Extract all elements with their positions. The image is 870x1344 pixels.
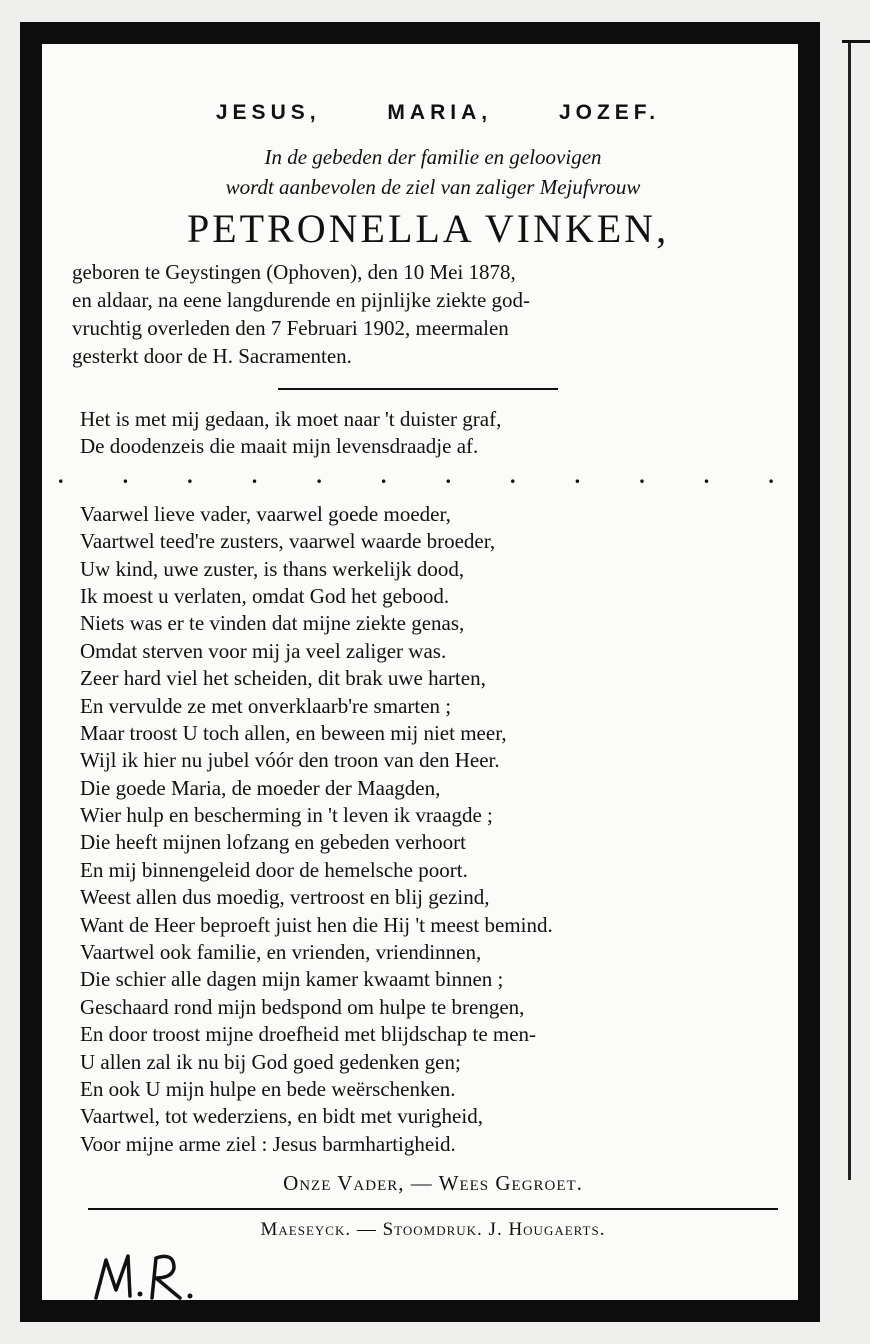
poem-line: Uw kind, uwe zuster, is thans werkelijk dood, (80, 556, 465, 581)
poem-line: Niets was er te vinden dat mijne ziekte genas, (80, 611, 465, 636)
poem-line: Geschaard rond mijn bedspond om hulpe te brengen, (80, 994, 525, 1019)
printer-imprint: Maeseyck. — Stoomdruk. J. Hougaerts. (260, 1219, 606, 1241)
bio-line: geboren te Geystingen (Ophoven), den 10 Mei 1878, (72, 260, 516, 284)
poem-line: Die schier alle dagen mijn kamer kwaamt binnen ; (80, 967, 504, 992)
scan-edge-tick (842, 40, 870, 43)
header-word: JOZEF. (558, 101, 661, 124)
bio-line: vruchtig overleden den 7 Februari 1902, meermalen (72, 316, 509, 340)
poem-line: Die heeft mijnen lofzang en gebeden verhoort (80, 830, 467, 855)
poem-line: Zeer hard viel het scheiden, dit brak uwe harten, (80, 666, 486, 691)
poem-body (52, 501, 794, 1158)
poem-line: Vaartwel teed're zusters, vaarwel waarde broeder, (80, 529, 496, 554)
footer-divider (88, 1208, 778, 1210)
poem-line: Maar troost U toch allen, en beween mij niet meer, (80, 720, 507, 745)
poem-opening (52, 406, 794, 461)
poem-line: Ik moest u verlaten, omdat God het gebood. (80, 583, 450, 608)
header-word: JESUS, (215, 101, 321, 124)
poem-line: Vaartwel ook familie, en vrienden, vriendinnen, (80, 940, 482, 965)
ellipsis-row: . . . . . . . . . . . . (58, 462, 774, 488)
poem-line: Vaarwel lieve vader, vaarwel goede moeder, (80, 501, 451, 526)
bio-line: en aldaar, na eene langdurende en pijnlijke ziekte god- (72, 288, 531, 312)
poem-line: Weest allen dus moedig, vertroost en blij gezind, (80, 885, 490, 910)
poem-line: Die goede Maria, de moeder der Maagden, (80, 775, 441, 800)
prayer-line: Onze Vader, — Wees Gegroet. (283, 1171, 583, 1196)
biography (52, 258, 794, 370)
deceased-name: PETRONELLA VINKEN, (186, 206, 670, 251)
handwritten-initials (90, 1246, 230, 1306)
poem-line: Wijl ik hier nu jubel vóór den troon van den Heer. (80, 748, 500, 773)
poem-line: En mij binnengeleid door de hemelsche poort. (80, 857, 468, 882)
poem-line: En ook U mijn hulpe en bede weërschenken. (80, 1076, 456, 1101)
poem-line: En vervulde ze met onverklaarb're smarten ; (80, 693, 452, 718)
poem-line: Wier hulp en bescherming in 't leven ik vraagde ; (80, 803, 493, 828)
section-divider (278, 388, 558, 390)
poem-line: Omdat sterven voor mij ja veel zaliger was. (80, 638, 447, 663)
poem-line: U allen zal ik nu bij God goed gedenken gen; (80, 1049, 461, 1074)
intro-line: wordt aanbevolen de ziel van zaliger Mejufvrouw (225, 175, 641, 199)
poem-line: Want de Heer beproeft juist hen die Hij 't meest bemind. (80, 912, 553, 937)
poem-line: De doodenzeis die maait mijn levensdraadje af. (80, 434, 479, 459)
header-invocation (82, 96, 794, 130)
poem-line: Het is met mij gedaan, ik moet naar 't duister graf, (80, 407, 502, 431)
header-word: MARIA, (387, 101, 493, 124)
poem-line: Vaartwel, tot wederziens, en bidt met vurigheid, (80, 1104, 483, 1129)
poem-line: Voor mijne arme ziel : Jesus barmhartigheid. (80, 1131, 456, 1156)
poem-line: En door troost mijne droefheid met blijdschap te men- (80, 1022, 537, 1047)
intro-line: In de gebeden der familie en geloovigen (264, 145, 602, 169)
memorial-card (52, 96, 794, 1244)
bio-line: gesterkt door de H. Sacramenten. (72, 344, 352, 368)
scan-edge-line (848, 40, 851, 1180)
intro-text (52, 142, 794, 202)
